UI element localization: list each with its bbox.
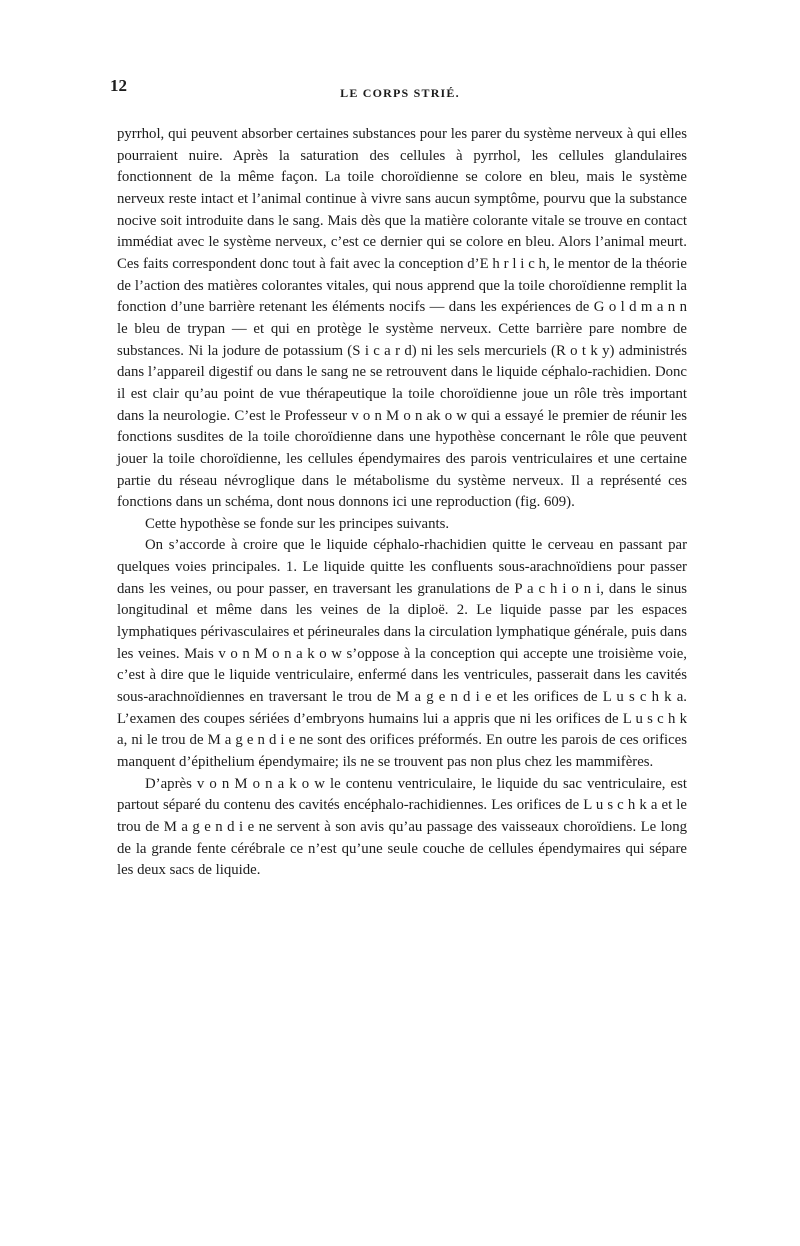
page-number: 12	[110, 76, 127, 95]
paragraph-4: D’après v o n M o n a k o w le contenu ventriculaire, le liquide du sac ventriculaire, est partout séparé du contenu des cavités encéphalo-rachidiennes. Les orifices de L u s c h k a et le trou de M a g e n d i e ne servent à son avis qu’au passage des vaisseaux choroïdiens. Le long de la grande fente cérébrale ce n’est qu’une seule couche de cellules épendymaires qui sépare les deux sacs de liquide.	[117, 775, 687, 879]
body-text	[117, 124, 687, 882]
running-title: LE CORPS STRIÉ.	[340, 86, 460, 100]
paragraph-2: Cette hypothèse se fonde sur les principes suivants.	[145, 515, 450, 532]
paragraph-1: pyrrhol, qui peuvent absorber certaines substances pour les parer du système nerveux à qui elles pourraient nuire. Après la saturation des cellules à pyrrhol, les cellules glandulaires fonctionnent de la même façon. La toile choroïdienne se colore en bleu, mais le système nerveux reste intact et l’animal continue à vivre sans aucun symptôme, pourvu que la substance nocive soit introduite dans le sang. Mais dès que la matière colorante vitale se trouve en contact immédiat avec le système nerveux, c’est ce dernier qui se colore en bleu. Alors l’animal meurt. Ces faits correspondent donc tout à fait avec la conception d’E h r l i c h, le mentor de la théorie de l’action des matières colorantes vitales, qui nous apprend que la toile choroïdienne remplit la fonction d’une barrière retenant les éléments nocifs — dans les expériences de G o l d m a n n le bleu de trypan — et qui en protège le système nerveux. Cette barrière pare nombre de substances. Ni la jodure de potassium (S i c a r d) ni les sels mercuriels (R o t k y) administrés dans l’appareil digestif ou dans le sang ne se retrouvent dans le liquide céphalo-rachidien. Donc il est clair qu’au point de vue thérapeutique la toile choroïdienne joue un rôle très important dans la neurologie. C’est le Professeur v o n M o n ak o w qui a essayé le premier de réunir les fonctions susdites de la toile choroïdienne dans une hypothèse concernant le rôle que peuvent jouer la toile choroïdienne, les cellules épendymaires des parois ventriculaires et une certaine partie du réseau névroglique dans le métabolisme du système nerveux. Il a représenté ces fonctions dans un schéma, dont nous donnons ici une reproduction (fig. 609).	[117, 126, 687, 511]
paragraph-3: On s’accorde à croire que le liquide céphalo-rhachidien quitte le cerveau en passant par quelques voies principales. 1. Le liquide quitte les confluents sous-arachnoïdiens pour passer dans les veines, ou pour passer, en traversant les granulations de P a c h i o n i, dans le sinus longitudinal et même dans les veines de la diploë. 2. Le liquide passe par les espaces lymphatiques périvasculaires et périneurales dans la circulation lymphatique générale, puis dans les veines. Mais v o n M o n a k o w s’oppose à la conception qui accepte une troisième voie, c’est à dire que le liquide ventriculaire, enfermé dans les ventricules, passerait dans les cavités sous-arachnoïdiennes en traversant le trou de M a g e n d i e et les orifices de L u s c h k a. L’examen des coupes sériées d’embryons humains lui a appris que ni les orifices de L u s c h k a, ni le trou de M a g e n d i e ne sont des orifices préformés. En outre les parois de ces orifices manquent d’épithelium épendymaire; ils ne se trouvent pas non plus chez les mammifères.	[117, 537, 687, 771]
